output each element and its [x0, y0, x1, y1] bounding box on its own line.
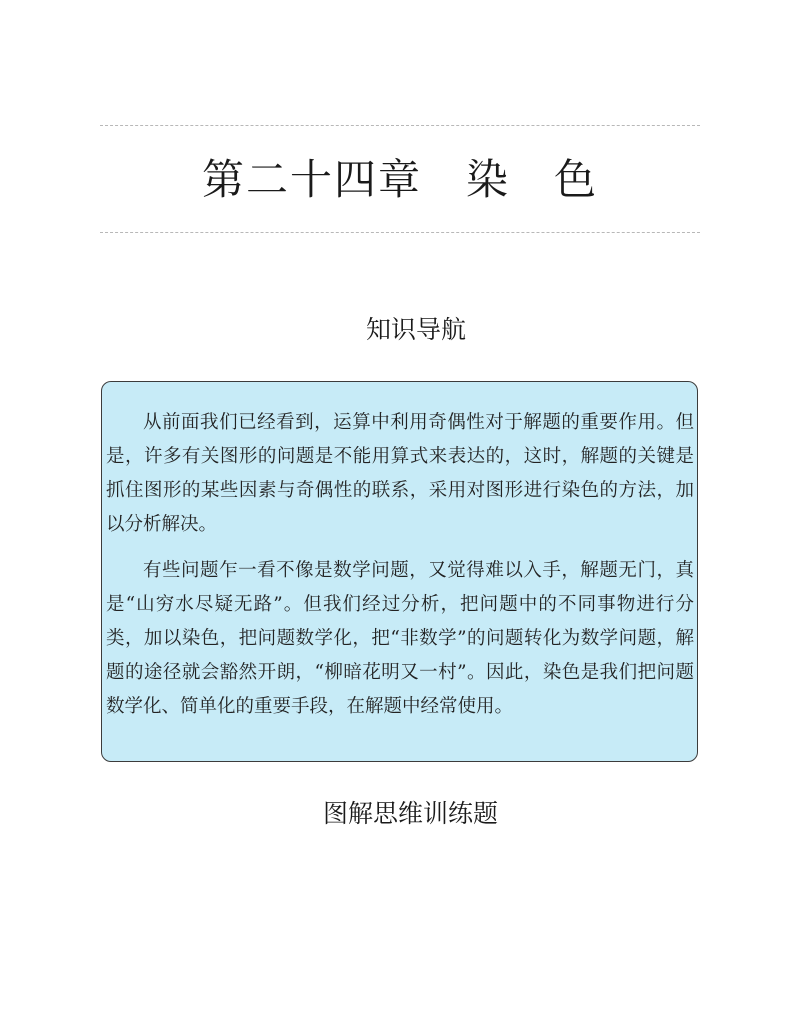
intro-paragraph-2: 有些问题乍一看不像是数学问题，又觉得难以入手，解题无门，真是“山穷水尽疑无路”。但我们经过分析，把问题中的不同事物进行分类，加以染色，把问题数学化，把“非数学”的问题转化为数学问题，解题的途径就会豁然开朗，“柳暗花明又一村”。因此，染色是我们把问题数学化、简单化的重要手段，在解题中经常使用。 [106, 560, 694, 717]
intro-text-box [101, 381, 698, 762]
exercises-heading: 图解思维训练题 [323, 799, 499, 828]
chapter-title: 第二十四章 染 色 [201, 155, 598, 204]
intro-paragraph-1: 从前面我们已经看到，运算中利用奇偶性对于解题的重要作用。但是，许多有关图形的问题是不能用算式来表达的，这时，解题的关键是抓住图形的某些因素与奇偶性的联系，采用对图形进行染色的方法，加以分析解决。 [106, 412, 694, 535]
bottom-dashed-divider [100, 232, 700, 233]
top-dashed-divider [100, 125, 700, 126]
knowledge-navigation-heading: 知识导航 [366, 315, 467, 344]
